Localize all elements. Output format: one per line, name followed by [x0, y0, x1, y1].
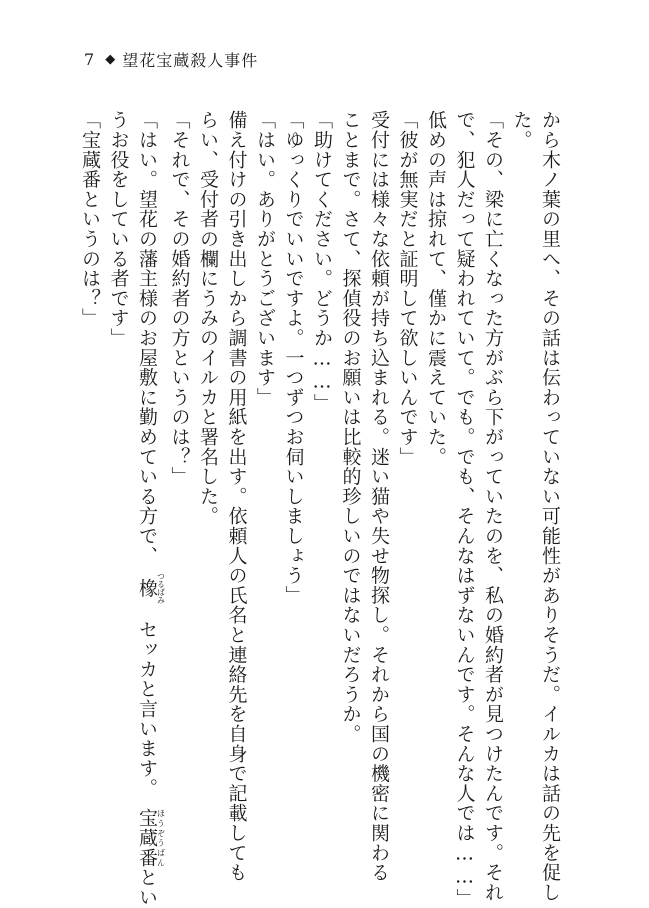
- running-header: [84, 48, 258, 70]
- text-line: た。: [510, 110, 533, 150]
- book-title: 望花宝蔵殺人事件: [122, 50, 259, 70]
- ruby-role: 宝蔵番ほうぞうばん: [136, 808, 166, 868]
- text-line-with-ruby: [133, 110, 166, 908]
- text-line: 「はい。ありがとうございます」: [254, 110, 276, 407]
- page-number: 7: [84, 49, 96, 69]
- vertical-text-body: [79, 110, 564, 908]
- ruby-reading: つるばみ: [156, 571, 166, 604]
- ruby-surname: 橡つるばみ: [136, 571, 166, 604]
- text-line: ことまで。さて、探偵役のお願いは比較的珍しいのではないだろうか。: [339, 110, 362, 744]
- text-line: 備え付けの引き出しから調書の用紙を出す。依頼人の氏名と連絡先を自身で記載しても: [225, 110, 248, 883]
- text-line: から木ノ葉の里へ、その話は伝わっていない可能性がありそうだ。イルカは話の先を促し: [539, 110, 561, 902]
- diamond-icon: ◆: [105, 51, 117, 67]
- text-line: 「ゆっくりでいいですよ。一つずつお伺いしましょう」: [282, 110, 305, 605]
- text-line: 「それで、その婚約者の方というのは？」: [168, 110, 191, 487]
- text-segment: 「はい。望花の藩主様のお屋敷に勤めている方で、: [136, 110, 158, 556]
- text-segment: セッカと言います。: [136, 619, 158, 789]
- text-line: 「彼が無実だと証明して欲しいんです」: [396, 110, 419, 467]
- text-line: 受付には様々な依頼が持ち込まれる。迷い猫や失せ物探し。それから国の機密に関わる: [368, 110, 390, 883]
- text-line: 「助けてください。どうか……」: [311, 110, 333, 413]
- text-line: 「宝蔵番というのは？」: [79, 110, 101, 328]
- text-line: らい、受付者の欄にうみのイルカと署名した。: [197, 110, 219, 526]
- text-line: 低めの声は掠れて、僅かに震えていた。: [425, 110, 447, 467]
- text-line: うお役をしている者です」: [107, 110, 130, 348]
- ruby-reading: ほうぞうばん: [156, 808, 166, 868]
- text-segment: とい: [136, 867, 158, 908]
- text-line: 「その、梁に亡くなった方がぶら下がっていたのを、私の婚約者が見つけたんです。それ: [482, 110, 504, 902]
- text-line: で、犯人だって疑われていて。でも。でも、そんなはずないんです。そんな人では……」: [453, 110, 476, 908]
